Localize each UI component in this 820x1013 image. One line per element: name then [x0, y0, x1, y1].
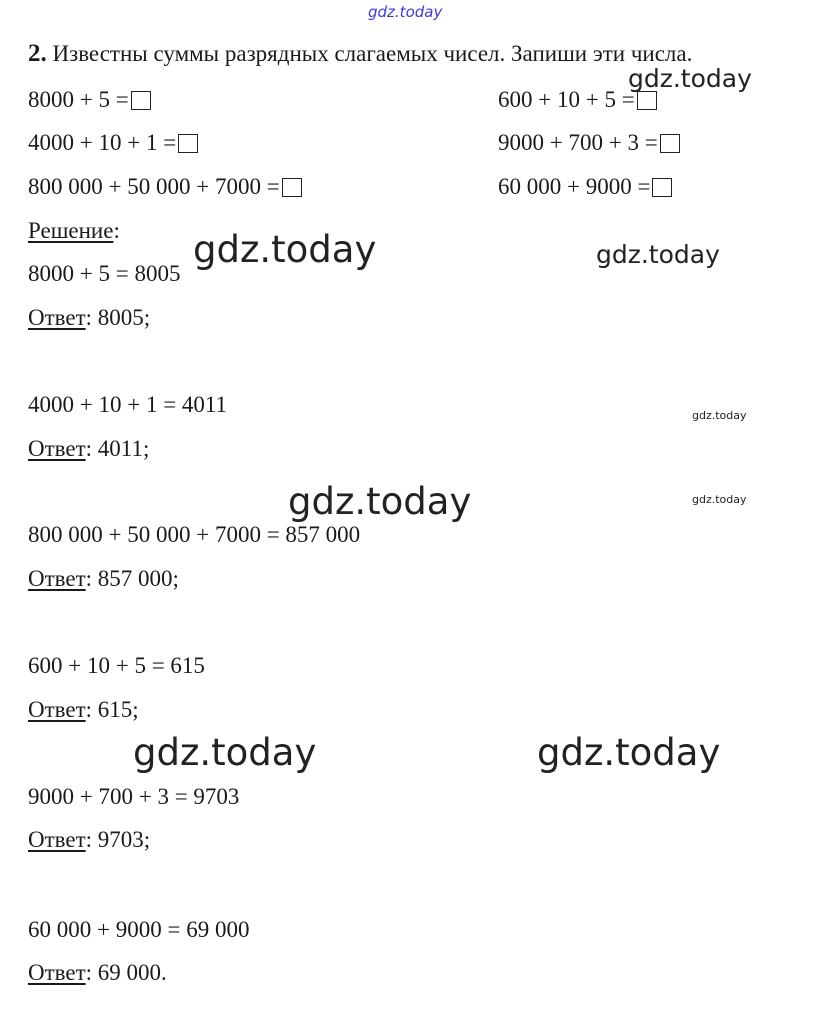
solution-equation-5: 9000 + 700 + 3 = 9703 [28, 784, 240, 809]
task-heading [28, 40, 692, 68]
watermark: gdz.today [193, 228, 377, 271]
problem-expression: 8000 + 5 = [28, 87, 129, 112]
solution-equation-4: 600 + 10 + 5 = 615 [28, 653, 205, 678]
watermark: gdz.today [537, 731, 721, 774]
answer-box [637, 91, 657, 110]
watermark-top: gdz.today [368, 3, 443, 21]
solution-answer-3: Ответ: 857 000; [28, 566, 179, 591]
problem-1 [28, 86, 151, 114]
solution-answer-4: Ответ: 615; [28, 697, 139, 722]
solution-equation-1: 8000 + 5 = 8005 [28, 261, 181, 286]
problem-3 [28, 129, 198, 157]
watermark: gdz.today [596, 240, 720, 269]
answer-box [652, 178, 672, 197]
watermark: gdz.today [133, 731, 317, 774]
problem-5 [28, 173, 302, 201]
problem-6 [498, 173, 672, 201]
problem-4 [498, 129, 680, 157]
solution-equation-2: 4000 + 10 + 1 = 4011 [28, 392, 228, 417]
solution-equation-6: 60 000 + 9000 = 69 000 [28, 917, 250, 942]
solution-equation-3: 800 000 + 50 000 + 7000 = 857 000 [28, 522, 361, 547]
answer-box [282, 178, 302, 197]
problem-expression: 600 + 10 + 5 = [498, 87, 635, 112]
watermark: gdz.today [628, 64, 752, 93]
problem-expression: 4000 + 10 + 1 = [28, 130, 177, 155]
answer-box [660, 134, 680, 153]
problem-expression: 800 000 + 50 000 + 7000 = [28, 174, 280, 199]
solution-answer-6: Ответ: 69 000. [28, 960, 167, 985]
solution-label: Решение: [28, 218, 120, 243]
watermark: gdz.today [692, 409, 747, 422]
problem-expression: 60 000 + 9000 = [498, 174, 651, 199]
solution-answer-2: Ответ: 4011; [28, 436, 150, 461]
task-number: 2. [28, 40, 47, 67]
solution-answer-5: Ответ: 9703; [28, 827, 151, 852]
watermark: gdz.today [692, 493, 747, 506]
answer-box [178, 134, 198, 153]
problem-expression: 9000 + 700 + 3 = [498, 130, 658, 155]
answer-box [131, 91, 151, 110]
task-text: Известны суммы разрядных слагаемых чисел. Запиши эти числа. [52, 41, 693, 66]
solution-answer-1: Ответ: 8005; [28, 305, 151, 330]
watermark: gdz.today [288, 480, 472, 523]
